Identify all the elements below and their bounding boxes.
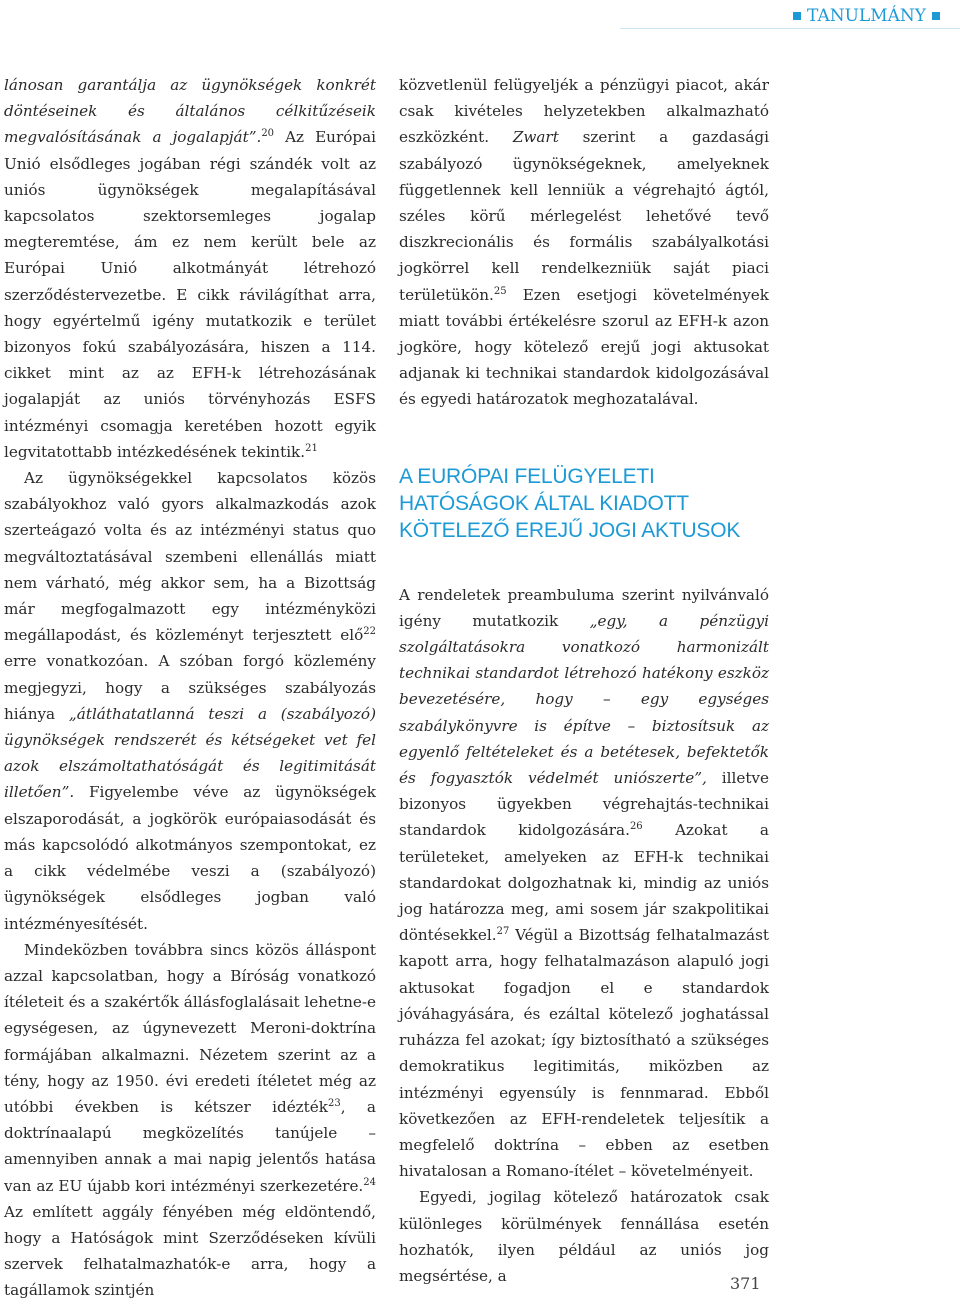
- footnote-ref: 21: [305, 442, 318, 454]
- text-run: , a doktrínaalapú megközelítés tanújele – amennyiben annak a mai napig jelentős hatása van az EU újabb kori intézményi szerkezetére.: [4, 1097, 376, 1195]
- text-run: lánosan garantálja az ügynökségek konkrét döntéseinek és általános célkitűzéseik megvalósításának a jogalapját”.: [4, 76, 376, 147]
- section-label: [787, 6, 946, 26]
- square-icon: [793, 12, 801, 20]
- footnote-ref: 22: [363, 626, 376, 638]
- paragraph: [399, 1184, 769, 1289]
- section-title: TANULMÁNY: [807, 6, 926, 26]
- paragraph: [399, 72, 769, 413]
- footnote-ref: 23: [327, 1097, 341, 1109]
- text-run: „egy, a pénzügyi szolgáltatásokra vonatkozó harmonizált technikai standardot létrehozó hatékony eszköz bevezetésére, hogy – egy egységes szabálykönyvre is építve – biztosítsuk az egyenlő feltételeket és a betétesek, befektetők és fogyasztók védelmét uniószerte”,: [399, 611, 769, 788]
- text-run: Ezen esetjogi követelmények miatt további értékelésre szorul az EFH-k azon jogköre, hogy kötelező erejű jogi aktusokat adjanak ki technikai standardok kidolgozásával és egyedi határozatok meghozatalával.: [399, 285, 769, 409]
- running-header: [620, 6, 960, 26]
- right-column: [399, 72, 769, 1289]
- text-run: Figyelembe véve az ügynökségek elszaporodását, a jogkörök európaiasodását és más kapcsolódó alkotmányos szempontokat, ez a cikk védelmébe veszi a (szabályozó) ügynökségek elsődleges jogban való intézményesítését.: [4, 783, 376, 933]
- text-run: közvetlenül felügyeljék a pénzügyi piacot, akár csak kivételes helyzetekben alkalmazható eszközként.: [399, 76, 769, 147]
- paragraph: [4, 465, 376, 937]
- text-run: Mindeközben továbbra sincs közös álláspont azzal kapcsolatban, hogy a Bíróság vonatkozó ítéleteit és a szakértők állásfoglalásait lehetne-e egységesen, az úgynevezett Meroni-doktrína formájában alkalmazni. Nézetem szerint az a tény, hogy az 1950. évi eredeti ítéletet még az utóbbi években is kétszer idézték: [4, 940, 376, 1116]
- text-run: Az ügynökségekkel kapcsolatos közös szabályokhoz való gyors alkalmazkodás azok szerteágazó volta és az intézményi status quo megváltoztatásával szembeni ellenállás miatt nem várható, még akkor sem, ha a Bizottság már megfogalmazott egy intézményközi megállapodást, és közleményt terjesztett elő: [4, 469, 376, 645]
- text-run: Azokat a területeket, amelyeken az EFH-k technikai standardokat dolgozhatnak ki, mindig az uniós jog határozza meg, ami sosem jár szakpolitikai döntésekkel.: [399, 821, 769, 945]
- paragraph: [399, 582, 769, 1185]
- header-rule: [620, 28, 960, 29]
- square-icon: [932, 12, 940, 20]
- section-heading: A EURÓPAI FELÜGYELETI HATÓSÁGOK ÁLTAL KIADOTT KÖTELEZŐ EREJŰ JOGI AKTUSOK: [399, 464, 741, 542]
- page-number: 371: [730, 1274, 761, 1293]
- text-run: Zwart: [512, 128, 559, 147]
- footnote-ref: 24: [363, 1176, 376, 1188]
- text-run: „átláthatatlanná teszi a (szabályozó) ügynökségek rendszerét és kétségeket vet fel azok elszámoltathatóságát és legitimitását illetően”.: [4, 704, 377, 802]
- paragraph: [4, 937, 376, 1304]
- text-run: Az Európai Unió elsődleges jogában régi szándék volt az uniós ügynökségek megalapításával kapcsolatos szektorsemleges jogalap megteremtése, ám ez nem került bele az Európai Unió alkotmányát létrehozó szerződéstervezetbe. E cikk rávilágíthat arra, hogy egyértelmű igény mutatkozik e terület bizonyos fokú szabályozására, hiszen a 114. cikket mint az az EFH-k létrehozásának jogalapját az uniós törvényhozás ESFS intézményi csomagja keretében hozott egyik legvitatottabb intézkedésének tekintik.: [4, 128, 376, 461]
- paragraph: [4, 72, 376, 465]
- text-run: Egyedi, jogilag kötelező határozatok csak különleges körülmények fennállása esetén hozhatók, ilyen például az uniós jog megsértése, a: [399, 1188, 769, 1285]
- footnote-ref: 20: [261, 128, 275, 140]
- text-run: Az említett aggály fényében még eldöntendő, hogy a Hatóságok mint Szerződéseken kívüli szervek felhatalmazhatók-e arra, hogy a tagállamok szintjén: [4, 1202, 376, 1300]
- text-run: szerint a gazdasági szabályozó ügynökségeknek, amelyeknek függetlennek kell lenniük a végrehajtó ágtól, széles körű mérlegelést lehetővé tevő diszkrecionális és formális szabályalkotási jogkörrel kell rendelkezniük saját piaci területükön.: [399, 128, 769, 304]
- text-run: erre vonatkozóan. A szóban forgó közlemény megjegyzi, hogy a szükséges szabályozás hiánya: [4, 652, 376, 723]
- text-run: Végül a Bizottság felhatalmazást kapott arra, hogy felhatalmazáson alapuló jogi aktusokat fogadjon el e standardok jóváhagyására, és ezáltal kötelező joghatással ruházza fel azokat; így biztosítható a szükséges demokratikus legitimitás, miközben az intézményi egyensúly is fennmarad. Ebből következően az EFH-rendeletek teljesítik a megfelelő doktrína – ebben az esetben hivatalosan a Romano-ítélet – követelményeit.: [399, 926, 769, 1181]
- footnote-ref: 26: [629, 821, 643, 833]
- left-column: [4, 72, 376, 1304]
- text-run: A rendeletek preambuluma szerint nyilvánvaló igény mutatkozik: [399, 585, 769, 630]
- footnote-ref: 27: [496, 926, 510, 938]
- footnote-ref: 25: [493, 285, 507, 297]
- text-run: illetve bizonyos ügyekben végrehajtás-technikai standardok kidolgozására.: [399, 769, 769, 840]
